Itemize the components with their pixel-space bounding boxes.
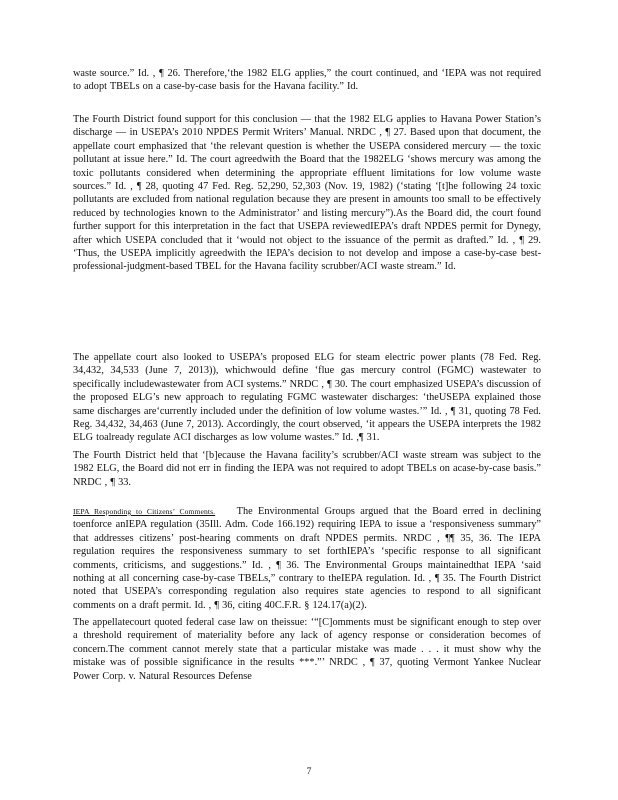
paragraph-4: The Fourth District held that ‘[b]ecause the Havana facility’s scrubber/ACI waste stream was subject to the 1982 ELG, the Board did not err in finding the IEPA was not required to adopt TBELs on acase-by-case basis.” NRDC , ¶ 33. [73,450,541,488]
paragraph-3: The appellate court also looked to USEPA’s proposed ELG for steam electric power plants (78 Fed. Reg. 34,432, 34,533 (June 7, 2013)), whichwould define ‘flue gas mercury control (FGMC) wastewater to specifically includewastewater from ACI systems.” NRDC , ¶ 30. The court emphasized USEPA’s discussion of the proposed ELG’s new approach to regulating FGMC wastewater discharges: ‘theUSEPA explained those same discharges are‘currently included under the definition of low volume wastes.’” Id. , ¶ 31, quoting 78 Fed. Reg. 34,432, 34,463 (June 7, 2013). Accordingly, the court observed, ‘it appears the USEPA interprets the 1982 ELG toalready regulate ACI discharges as low volume wastes.” Id. ,¶ 31. [73,352,541,444]
section-heading: IEPA Responding to Citizens’ Comments. [73,507,216,516]
paragraph-6: The appellatecourt quoted federal case law on theissue: ‘“[C]omments must be significant enough to step over a threshold requirement of materiality before any lack of agency response or consideration becomes of concern.The comment cannot merely state that a particular mistake was made . . . it must show why the mistake was of possible significance in the results ***.”’ NRDC , ¶ 37, quoting Vermont Yankee Nuclear Power Corp. v. Natural Resources Defense [73,617,541,682]
paragraph-5-body: The Environmental Groups argued that the Board erred in declining toenforce anIEPA regulation (35Ill. Adm. Code 166.192) requiring IEPA to issue a ‘responsiveness summary” that addresses citizens’ post-hearing comments on draft NPDES permits. NRDC , ¶¶ 35, 36. The IEPA regulation requires the responsiveness summary to set forthIEPA’s ‘specific response to all significant comments, criticisms, and suggestions.” Id. , ¶ 36. The Environmental Groups maintainedthat IEPA ‘said nothing at all concerning case-by-case TBELs,” contrary to theIEPA regulation. Id. , ¶ 35. The Fourth District noted that USEPA’s corresponding regulation also requires state agencies to respond to all significant comments on a draft permit. Id. , ¶ 36, citing 40C.F.R. § 124.17(a)(2). [73,506,541,611]
paragraph-1: waste source.” Id. , ¶ 26. Therefore,‘the 1982 ELG applies,” the court continued, and ‘IEPA was not required to adopt TBELs on a case-by-case basis for the Havana facility.” Id. [73,68,541,93]
paragraph-2: The Fourth District found support for this conclusion — that the 1982 ELG applies to Havana Power Station’s discharge — in USEPA’s 2010 NPDES Permit Writers’ Manual. NRDC , ¶ 27. Based upon that document, the appellate court emphasized that ‘the relevant question is whether the USEPA considered mercury — the toxic pollutant at issue here.” Id. The court agreedwith the Board that the 1982ELG ‘shows mercury was among the toxic pollutants considered when determining the appropriate effluent limitations for low volume waste sources.” Id. , ¶ 28, quoting 47 Fed. Reg. 52,290, 52,303 (Nov. 19, 1982) (‘stating ‘[t]he following 24 toxic pollutants are excluded from national regulation because they are present in amounts too small to be effectively reduced by technologies known to the Administrator’ and listing mercury”).As the Board did, the court found further support for this interpretation in the fact that USEPA reviewedIEPA’s draft NPDES permit for Dynegy, after which USEPA concluded that it ‘would not object to the issuance of the permit as drafted.” Id. , ¶ 29. ‘Thus, the USEPA implicitly agreedwith the IEPA’s decision to not develop and impose a case-by-case best-professional-judgment-based TBEL for the Havana facility scrubber/ACI waste stream.” Id. [73,114,541,273]
paragraph-5 [73,505,541,612]
page-number: 7 [306,767,312,777]
